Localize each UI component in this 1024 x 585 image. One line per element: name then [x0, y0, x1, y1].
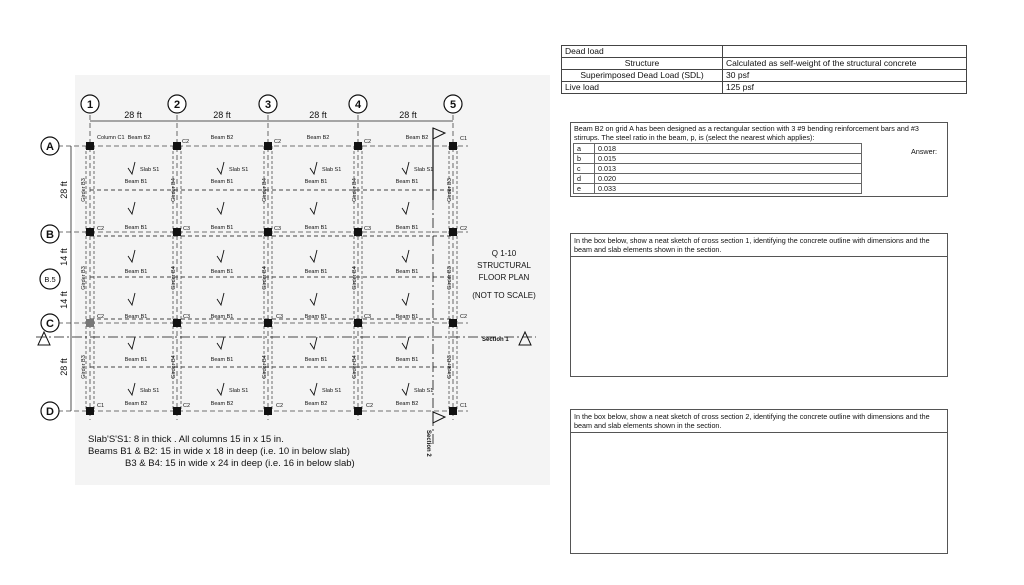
beam-b1-label-18: Beam B1 [210, 357, 234, 363]
beam-b2-label-a2: Beam B2 [210, 135, 234, 141]
girder-b4-label-3: Girder B4 [171, 355, 177, 379]
girder-b4-label-2: Girder B4 [171, 266, 177, 290]
slab-s1-label-6: Slab S1 [229, 388, 249, 394]
beam-b1-label-12: Beam B1 [395, 269, 419, 275]
option-row[interactable] [574, 184, 862, 194]
beam-b2-label-a3: Beam B2 [306, 135, 330, 141]
option-value: 0.020 [595, 174, 862, 184]
option-letter: a [574, 144, 595, 154]
row-label-b5: B.5 [44, 275, 56, 284]
left-dimensions [59, 146, 71, 411]
option-row[interactable] [574, 154, 862, 164]
option-value: 0.015 [595, 154, 862, 164]
grid-label-4: 4 [354, 99, 362, 111]
options-table [573, 143, 862, 194]
row-dim-3: 14 ft [59, 291, 69, 309]
beam-b2-label-d2: Beam B2 [210, 401, 234, 407]
slab-s1-label-8: Slab S1 [414, 388, 434, 394]
col-label-c3-c2: C3 [183, 314, 191, 320]
note-slab: Slab'S'S1: 8 in thick . All columns 15 in x 15 in. [88, 434, 284, 445]
girder-b4-label-1: Girder B4 [171, 178, 177, 202]
beam-b1-label-17: Beam B1 [124, 357, 148, 363]
girder-b4-label-8: Girder B4 [352, 266, 358, 290]
sketch-1-area[interactable] [571, 257, 947, 379]
grid-label-2: 2 [173, 99, 181, 111]
slab-s1-label-5: Slab S1 [140, 388, 160, 394]
question-box [570, 122, 948, 197]
girder-b3-label-5: Girder B3 [447, 266, 453, 290]
live-load-value: 125 psf [723, 82, 967, 94]
beam-b1-label-8: Beam B1 [395, 225, 419, 231]
slab-s1-label-2: Slab S1 [229, 167, 249, 173]
grid-label-1: 1 [86, 99, 94, 111]
col-label-c2-a3: C2 [274, 139, 282, 145]
beam-b1-label-7: Beam B1 [304, 225, 328, 231]
option-letter: e [574, 184, 595, 194]
col-label-c2-b1: C2 [97, 226, 105, 232]
beam-b2-label-d1: Beam B2 [124, 401, 148, 407]
section-1-label: Section 1 [482, 337, 509, 343]
girder-b3-label-6: Girder B3 [447, 355, 453, 379]
row-dim-4: 28 ft [59, 358, 69, 376]
beam-b2-label-d3: Beam B2 [304, 401, 328, 407]
plan-title-line-1: Q 1-10 [491, 249, 517, 258]
loads-table [561, 45, 967, 94]
plan-title-line-4: (NOT TO SCALE) [472, 291, 536, 300]
beam-b2-label-d4: Beam B2 [395, 401, 419, 407]
girder-b3-label-1: Girder B3 [81, 178, 87, 202]
sketch-2-prompt: In the box below, show a neat sketch of cross section 2, identifying the concrete outline with dimensions and the beam and slab elements shown in the section. [571, 410, 947, 433]
option-row[interactable] [574, 144, 862, 154]
option-value: 0.033 [595, 184, 862, 194]
girder-b3-label-3: Girder B3 [81, 355, 87, 379]
table-row [562, 58, 967, 70]
girder-b4-label-7: Girder B4 [352, 178, 358, 202]
option-letter: c [574, 164, 595, 174]
beam-b1-label-19: Beam B1 [304, 357, 328, 363]
table-row [562, 46, 967, 58]
option-row[interactable] [574, 164, 862, 174]
option-letter: d [574, 174, 595, 184]
beam-b1-label-2: Beam B1 [210, 179, 234, 185]
col-label-c1-d1: C1 [97, 403, 105, 409]
live-load-label: Live load [562, 82, 723, 94]
col-label-c2-d4: C2 [366, 403, 374, 409]
column-c1-label: Column C1 [97, 135, 125, 141]
note-beams-b1-b2: Beams B1 & B2: 15 in wide x 18 in deep (i.e. 10 in below slab) [88, 446, 350, 457]
beam-b1-label-10: Beam B1 [210, 269, 234, 275]
sdl-value: 30 psf [723, 70, 967, 82]
col-label-c2-c1: C2 [97, 314, 105, 320]
col-label-c3-c3: C3 [276, 314, 284, 320]
row-label-d: D [46, 406, 54, 418]
note-beams-b3-b4: B3 & B4: 15 in wide x 24 in deep (i.e. 16 in below slab) [125, 458, 355, 469]
slab-s1-label-4: Slab S1 [414, 167, 434, 173]
plan-title-line-2: STRUCTURAL [477, 261, 531, 270]
row-grid-bubbles [40, 137, 60, 420]
beam-b1-label-15: Beam B1 [304, 314, 328, 320]
row-label-b: B [46, 229, 54, 241]
row-label-a: A [46, 141, 54, 153]
col-label-c1-a5: C1 [460, 136, 468, 142]
col-label-c2-c5: C2 [460, 314, 468, 320]
beam-b1-label-11: Beam B1 [304, 269, 328, 275]
grid-label-5: 5 [449, 99, 457, 111]
plan-title-line-3: FLOOR PLAN [478, 273, 530, 282]
sdl-label: Superimposed Dead Load (SDL) [562, 70, 723, 82]
girder-b3-label-4: Girder B3 [447, 178, 453, 202]
girder-b4-label-9: Girder B4 [352, 355, 358, 379]
sketch-2-area[interactable] [571, 433, 947, 556]
col-label-c2-b5: C2 [460, 226, 468, 232]
beam-b1-label-14: Beam B1 [210, 314, 234, 320]
row-dim-1: 28 ft [59, 181, 69, 199]
col-label-c3-b4: C3 [364, 226, 372, 232]
option-value: 0.013 [595, 164, 862, 174]
row-label-c: C [46, 318, 54, 330]
dead-load-label: Dead load [562, 46, 723, 58]
beam-b1-label-4: Beam B1 [395, 179, 419, 185]
grid-label-3: 3 [264, 99, 272, 111]
slab-s1-label-1: Slab S1 [140, 167, 160, 173]
option-letter: b [574, 154, 595, 164]
col-label-c2-d2: C2 [183, 403, 191, 409]
beam-b2-label-a4: Beam B2 [405, 135, 429, 141]
beam-b1-label-1: Beam B1 [124, 179, 148, 185]
girder-b4-label-5: Girder B4 [262, 266, 268, 290]
col-label-c3-b3: C3 [274, 226, 282, 232]
table-row [562, 82, 967, 94]
col-label-c2-d3: C2 [276, 403, 284, 409]
col-label-c1-d5: C1 [460, 403, 468, 409]
beam-b1-label-9: Beam B1 [124, 269, 148, 275]
col-label-c3-c4: C3 [364, 314, 372, 320]
beam-b1-label-5: Beam B1 [124, 225, 148, 231]
bay-dim-4: 28 ft [399, 110, 417, 120]
beam-b1-label-16: Beam B1 [395, 314, 419, 320]
option-value: 0.018 [595, 144, 862, 154]
beam-b1-label-3: Beam B1 [304, 179, 328, 185]
bay-dim-3: 28 ft [309, 110, 327, 120]
question-stem: Beam B2 on grid A has been designed as a rectangular section with 3 #9 bending reinforcement bars and #3 stirrups. The steel ratio in the beam, p, is (select the nearest which applies): [574, 124, 919, 142]
sketch-box-section-2 [570, 409, 948, 554]
answer-label: Answer: [911, 147, 937, 156]
slab-s1-label-3: Slab S1 [322, 167, 342, 173]
bay-dim-1: 28 ft [124, 110, 142, 120]
beam-b2-label-a1: Beam B2 [127, 135, 151, 141]
structure-value: Calculated as self-weight of the structural concrete [723, 58, 967, 70]
row-dim-2: 14 ft [59, 248, 69, 266]
girder-b4-label-4: Girder B4 [262, 178, 268, 202]
col-label-c3-b2: C3 [183, 226, 191, 232]
beam-b1-label-20: Beam B1 [395, 357, 419, 363]
col-label-c2-a2: C2 [182, 139, 190, 145]
table-row [562, 70, 967, 82]
beam-b1-label-6: Beam B1 [210, 225, 234, 231]
beam-b1-label-13: Beam B1 [124, 314, 148, 320]
slab-s1-label-7: Slab S1 [322, 388, 342, 394]
sketch-box-section-1 [570, 233, 948, 377]
bay-dim-2: 28 ft [213, 110, 231, 120]
option-row[interactable] [574, 174, 862, 184]
girder-b3-label-2: Girder B3 [81, 266, 87, 290]
structure-label: Structure [562, 58, 723, 70]
girder-b4-label-6: Girder B4 [262, 355, 268, 379]
sketch-1-prompt: In the box below, show a neat sketch of cross section 1, identifying the concrete outline with dimensions and the beam and slab elements shown in the section. [571, 234, 947, 257]
col-label-c2-a4: C2 [364, 139, 372, 145]
section-2-label: Section 2 [425, 430, 431, 457]
